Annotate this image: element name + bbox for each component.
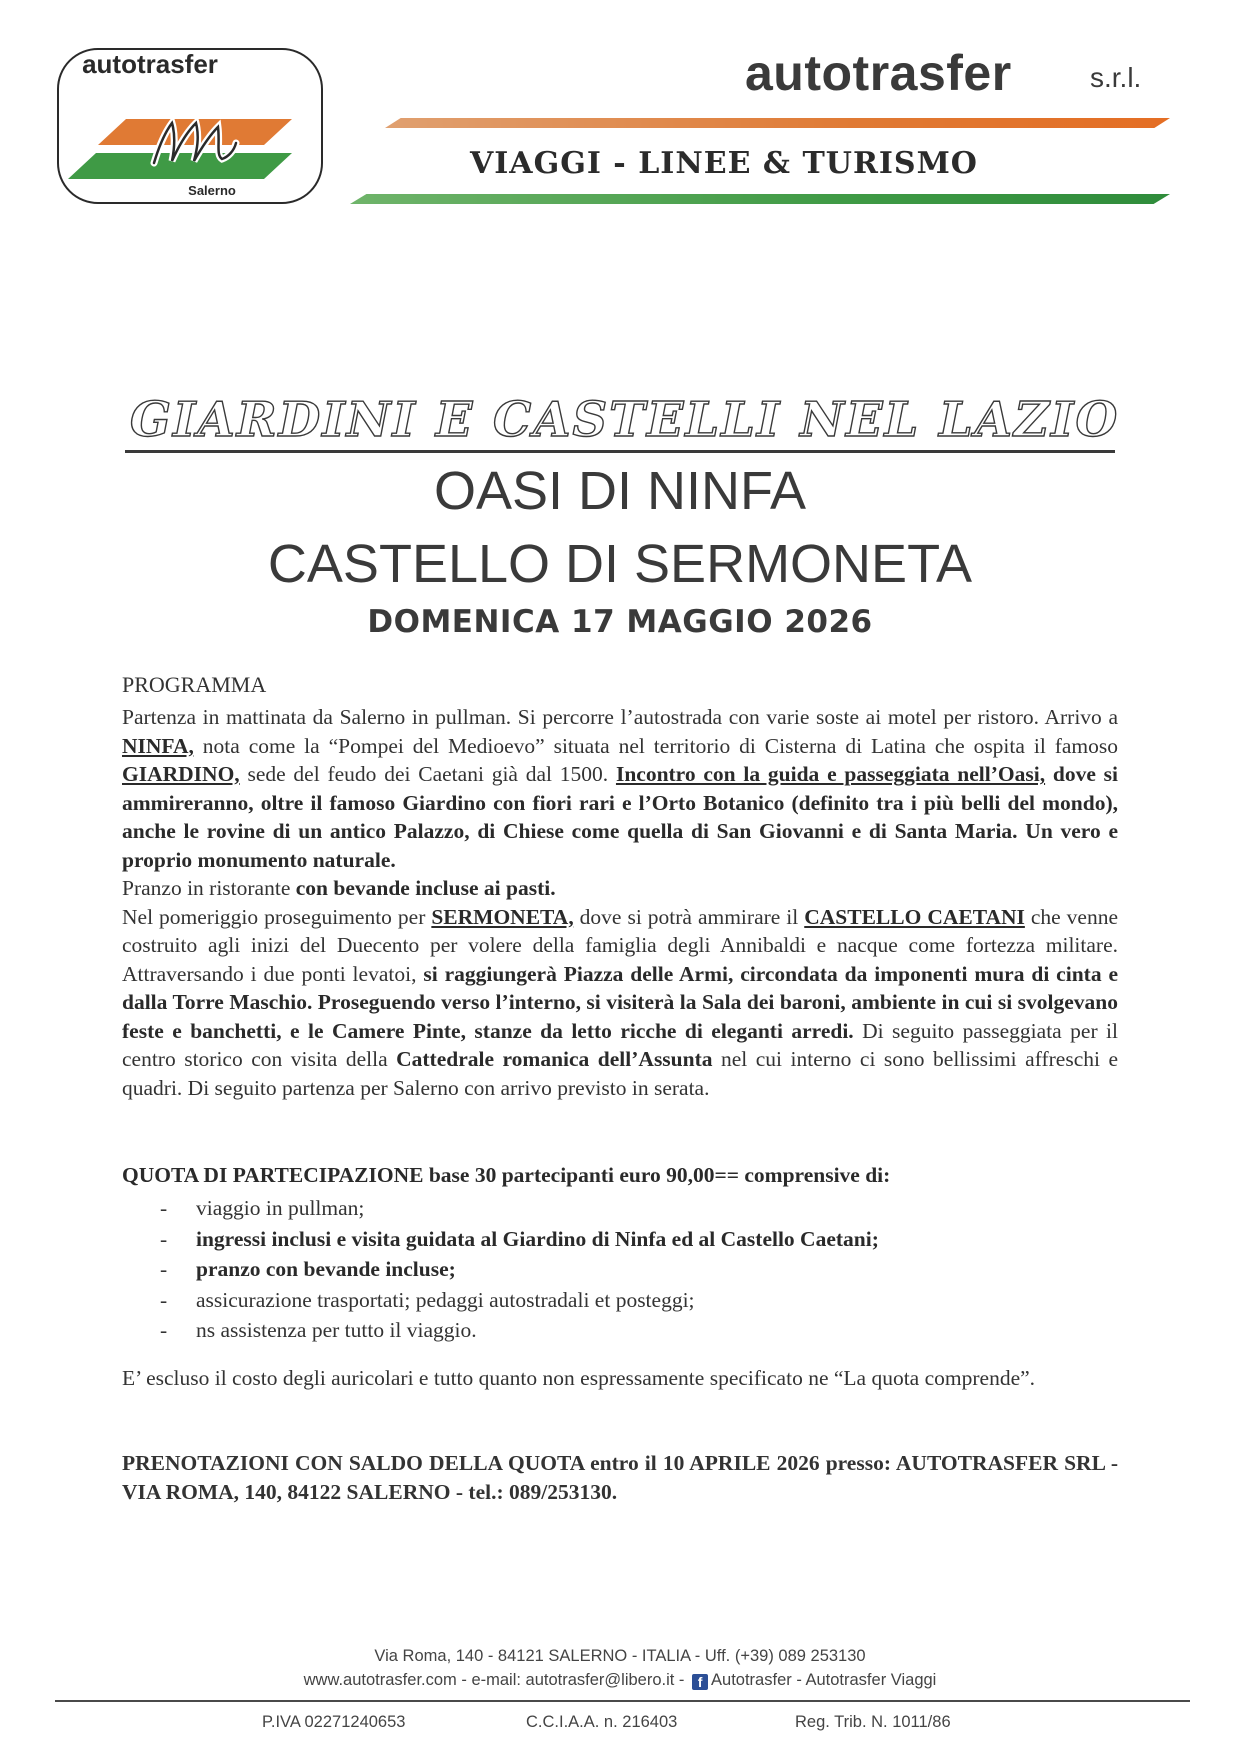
program-text: Partenza in mattinata da Salerno in pullman. Si percorre l’autostrada con varie soste ai motel per ristoro. Arrivo a	[122, 705, 1118, 729]
brand-title: autotrasfer	[745, 45, 1012, 101]
program-paragraph-afternoon	[122, 903, 1118, 1103]
inclusion-text: ns assistenza per tutto il viaggio.	[196, 1318, 477, 1342]
logo-wordmark: autotrasfer	[82, 49, 218, 79]
title-underline	[125, 450, 1115, 453]
highlight-ninfa: NINFA,	[122, 733, 194, 758]
exclusion-note: E’ escluso il costo degli auricolari e tutto quanto non espressamente specificato ne “La quota comprende”.	[122, 1366, 1036, 1390]
highlight-drinks-included: con bevande incluse ai pasti.	[295, 876, 556, 900]
program-text: Pranzo in ristorante	[122, 876, 296, 900]
brand-suffix: s.r.l.	[1090, 62, 1142, 93]
program-bold-text: dove si ammireranno, oltre il famoso Giardino con fiori rari e l’Orto Botanico (definito tra i più belli del mondo), anche le rovine di un antico Palazzo, di Chiese come quella di San Giovanni e di Santa Maria. Un vero e proprio monumento naturale.	[122, 762, 1118, 872]
list-dash: -	[160, 1287, 168, 1312]
quota-heading	[122, 1163, 890, 1188]
logo-green-band	[68, 153, 292, 179]
highlight-castello-caetani: CASTELLO CAETANI	[804, 904, 1025, 929]
program-text: nota come la “Pompei del Medioevo” situata nel territorio di Cisterna di Latina che ospita il famoso	[193, 733, 1118, 758]
green-stripe	[350, 194, 1170, 204]
program-paragraph-morning	[122, 703, 1118, 903]
list-dash: -	[160, 1226, 168, 1251]
list-dash: -	[160, 1257, 168, 1281]
quota-heading-text: QUOTA DI PARTECIPAZIONE base 30 partecipanti euro 90,00== comprensive di:	[122, 1163, 891, 1187]
program-text: Nel pomeriggio proseguimento per	[122, 904, 432, 929]
inclusion-text: viaggio in pullman;	[196, 1196, 365, 1220]
subtitle-castello-di-sermoneta: CASTELLO DI SERMONETA	[267, 534, 973, 594]
list-item	[160, 1285, 1060, 1316]
highlight-cattedrale: Cattedrale romanica dell’Assunta	[396, 1047, 713, 1071]
program-text: Di seguito passeggiata per il centro storico con visita della	[122, 1018, 1118, 1071]
list-item	[160, 1224, 1060, 1255]
logo-graphic	[56, 47, 324, 205]
footer-divider	[55, 1700, 1190, 1702]
program-body	[122, 703, 1118, 1102]
logo-city: Salerno	[188, 183, 236, 198]
footer-cciaa: C.C.I.A.A. n. 216403	[526, 1713, 678, 1731]
program-heading: PROGRAMMA	[122, 672, 267, 697]
trip-date: DOMENICA 17 MAGGIO 2026	[367, 604, 873, 640]
facebook-icon: f	[692, 1674, 708, 1690]
subtitle-oasi-di-ninfa: OASI DI NINFA	[433, 461, 807, 521]
inclusion-text: assicurazione trasportati; pedaggi autostradali et posteggi;	[196, 1287, 695, 1312]
footer-web-email: www.autotrasfer.com - e-mail: autotrasfer@libero.it -	[303, 1671, 685, 1689]
list-item	[160, 1193, 1060, 1224]
inclusions-list	[160, 1193, 1060, 1346]
footer-contacts	[0, 1671, 1240, 1690]
list-dash: -	[160, 1196, 168, 1220]
inclusion-text: ingressi inclusi e visita guidata al Giardino di Ninfa ed al Castello Caetani;	[196, 1226, 879, 1251]
booking-info: PRENOTAZIONI CON SALDO DELLA QUOTA entro il 10 APRILE 2026 presso: AUTOTRASFER SRL - VIA ROMA, 140, 84122 SALERNO - tel.: 089/253130.	[122, 1451, 1118, 1504]
inclusion-text: pranzo con bevande incluse;	[196, 1257, 456, 1281]
list-dash: -	[160, 1318, 168, 1342]
highlight-sermoneta: SERMONETA,	[431, 904, 574, 929]
footer-facebook-pages: Autotrasfer - Autotrasfer Viaggi	[711, 1671, 937, 1689]
list-item	[160, 1254, 1060, 1285]
footer-piva: P.IVA 02271240653	[262, 1713, 406, 1731]
main-title: GIARDINI E CASTELLI NEL LAZIO	[130, 392, 1120, 448]
highlight-guided-walk: Incontro con la guida e passeggiata nell’Oasi,	[615, 762, 1046, 786]
program-text: nel cui interno ci sono bellissimi affreschi e quadri. Di seguito partenza per Salerno con arrivo previsto in serata.	[122, 1047, 1118, 1100]
company-logo	[56, 47, 324, 205]
list-item	[160, 1315, 1060, 1346]
program-text: che venne costruito agli inizi del Duecento per volere della famiglia degli Annibaldi e nacque come fortezza militare. Attraversando i due ponti levatoi,	[122, 904, 1119, 986]
program-bold-text: si raggiungerà Piazza delle Armi, circondata da imponenti mura di cinta e dalla Torre Maschio. Proseguendo verso l’interno, si visiterà la Sala dei baroni, ambiente in cui si svolgevano feste e banchetti, e le Camere Pinte, stanze da letto ricche di eleganti arredi.	[122, 961, 1119, 1043]
highlight-giardino: GIARDINO,	[122, 762, 240, 786]
program-text: dove si potrà ammirare il	[573, 904, 805, 929]
orange-stripe	[385, 118, 1170, 128]
footer-address: Via Roma, 140 - 84121 SALERNO - ITALIA - Uff. (+39) 089 253130	[374, 1647, 866, 1665]
footer-registration: Reg. Trib. N. 1011/86	[795, 1713, 951, 1731]
company-tagline: VIAGGI - LINEE & TURISMO	[470, 146, 978, 181]
program-text: sede del feudo dei Caetani già dal 1500.	[239, 762, 616, 786]
